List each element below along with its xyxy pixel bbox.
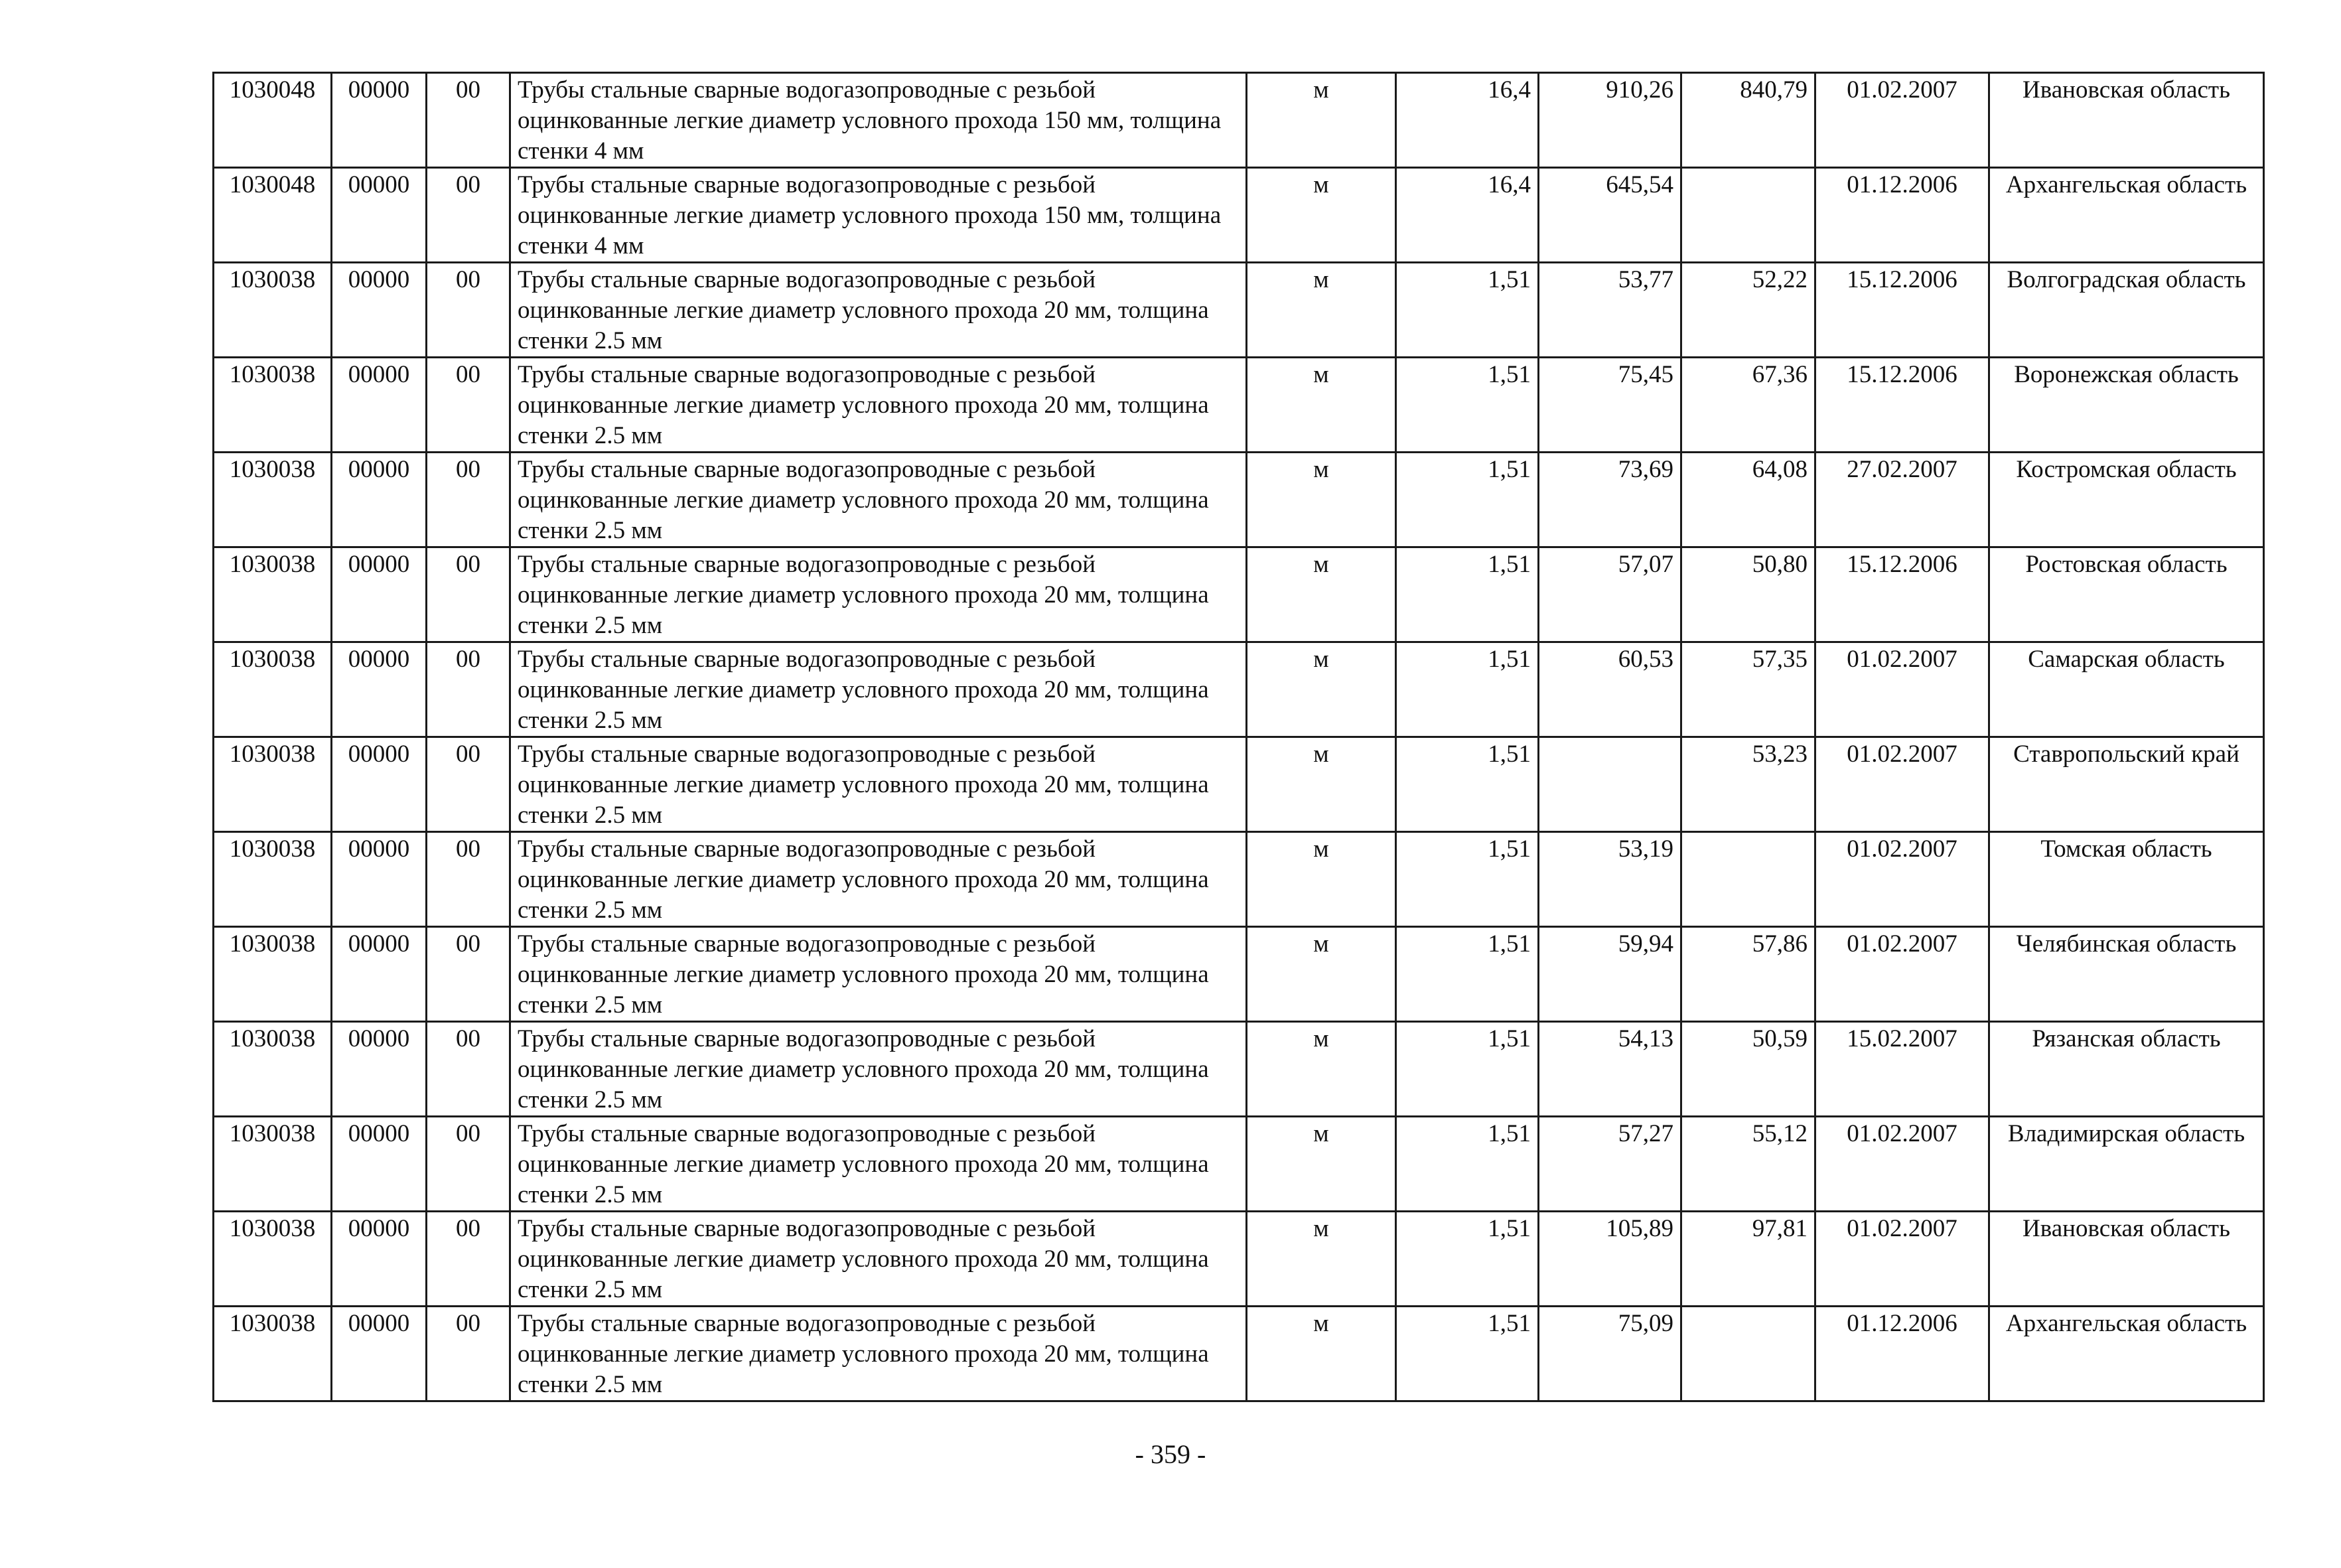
price-secondary-cell bbox=[1681, 1307, 1815, 1401]
suffix-code-cell: 00 bbox=[427, 73, 510, 168]
suffix-code-cell: 00 bbox=[427, 1117, 510, 1212]
suffix-code-cell: 00 bbox=[427, 453, 510, 547]
table-row bbox=[214, 737, 2264, 832]
region-cell: Воронежская область bbox=[1989, 358, 2264, 453]
coefficient-cell: 16,4 bbox=[1396, 168, 1539, 263]
date-cell: 15.12.2006 bbox=[1815, 547, 1989, 642]
sub-code-cell: 00000 bbox=[332, 73, 427, 168]
sub-code-cell: 00000 bbox=[332, 1212, 427, 1307]
material-code-cell: 1030048 bbox=[214, 168, 332, 263]
description-cell: Трубы стальные сварные водогазопроводные с резьбой оцинкованные легкие диаметр условного прохода 20 мм, толщина стенки 2.5 мм bbox=[510, 737, 1247, 832]
suffix-code-cell: 00 bbox=[427, 642, 510, 737]
coefficient-cell: 1,51 bbox=[1396, 642, 1539, 737]
table-row bbox=[214, 453, 2264, 547]
price-secondary-cell: 53,23 bbox=[1681, 737, 1815, 832]
table-row bbox=[214, 1117, 2264, 1212]
suffix-code-cell: 00 bbox=[427, 832, 510, 927]
region-cell: Самарская область bbox=[1989, 642, 2264, 737]
table-row bbox=[214, 263, 2264, 358]
description-cell: Трубы стальные сварные водогазопроводные с резьбой оцинкованные легкие диаметр условного прохода 20 мм, толщина стенки 2.5 мм bbox=[510, 547, 1247, 642]
suffix-code-cell: 00 bbox=[427, 1212, 510, 1307]
material-code-cell: 1030038 bbox=[214, 263, 332, 358]
material-code-cell: 1030038 bbox=[214, 1117, 332, 1212]
date-cell: 01.02.2007 bbox=[1815, 927, 1989, 1022]
page-number: - 359 - bbox=[1135, 1439, 1206, 1469]
region-cell: Ставропольский край bbox=[1989, 737, 2264, 832]
price-secondary-cell: 57,35 bbox=[1681, 642, 1815, 737]
sub-code-cell: 00000 bbox=[332, 263, 427, 358]
date-cell: 15.12.2006 bbox=[1815, 358, 1989, 453]
price-primary-cell: 645,54 bbox=[1539, 168, 1681, 263]
unit-cell: м bbox=[1247, 832, 1396, 927]
material-code-cell: 1030038 bbox=[214, 832, 332, 927]
sub-code-cell: 00000 bbox=[332, 168, 427, 263]
unit-cell: м bbox=[1247, 1307, 1396, 1401]
sub-code-cell: 00000 bbox=[332, 832, 427, 927]
region-cell: Ивановская область bbox=[1989, 1212, 2264, 1307]
table-body bbox=[214, 73, 2264, 1401]
price-secondary-cell: 67,36 bbox=[1681, 358, 1815, 453]
unit-cell: м bbox=[1247, 263, 1396, 358]
price-primary-cell: 73,69 bbox=[1539, 453, 1681, 547]
material-code-cell: 1030038 bbox=[214, 737, 332, 832]
price-primary-cell: 60,53 bbox=[1539, 642, 1681, 737]
region-cell: Челябинская область bbox=[1989, 927, 2264, 1022]
description-cell: Трубы стальные сварные водогазопроводные с резьбой оцинкованные легкие диаметр условного прохода 20 мм, толщина стенки 2.5 мм bbox=[510, 358, 1247, 453]
material-code-cell: 1030038 bbox=[214, 1022, 332, 1117]
table-row bbox=[214, 642, 2264, 737]
coefficient-cell: 1,51 bbox=[1396, 1212, 1539, 1307]
sub-code-cell: 00000 bbox=[332, 927, 427, 1022]
sub-code-cell: 00000 bbox=[332, 642, 427, 737]
date-cell: 01.02.2007 bbox=[1815, 1117, 1989, 1212]
description-cell: Трубы стальные сварные водогазопроводные с резьбой оцинкованные легкие диаметр условного прохода 20 мм, толщина стенки 2.5 мм bbox=[510, 1212, 1247, 1307]
price-secondary-cell bbox=[1681, 832, 1815, 927]
unit-cell: м bbox=[1247, 547, 1396, 642]
date-cell: 01.02.2007 bbox=[1815, 832, 1989, 927]
price-secondary-cell: 57,86 bbox=[1681, 927, 1815, 1022]
coefficient-cell: 1,51 bbox=[1396, 1022, 1539, 1117]
suffix-code-cell: 00 bbox=[427, 737, 510, 832]
region-cell: Костромская область bbox=[1989, 453, 2264, 547]
date-cell: 01.12.2006 bbox=[1815, 1307, 1989, 1401]
description-cell: Трубы стальные сварные водогазопроводные с резьбой оцинкованные легкие диаметр условного прохода 20 мм, толщина стенки 2.5 мм bbox=[510, 263, 1247, 358]
sub-code-cell: 00000 bbox=[332, 737, 427, 832]
region-cell: Ростовская область bbox=[1989, 547, 2264, 642]
coefficient-cell: 1,51 bbox=[1396, 358, 1539, 453]
coefficient-cell: 1,51 bbox=[1396, 737, 1539, 832]
sub-code-cell: 00000 bbox=[332, 1022, 427, 1117]
price-secondary-cell: 55,12 bbox=[1681, 1117, 1815, 1212]
description-cell: Трубы стальные сварные водогазопроводные с резьбой оцинкованные легкие диаметр условного прохода 20 мм, толщина стенки 2.5 мм bbox=[510, 1117, 1247, 1212]
region-cell: Волгоградская область bbox=[1989, 263, 2264, 358]
table-row bbox=[214, 832, 2264, 927]
coefficient-cell: 1,51 bbox=[1396, 263, 1539, 358]
unit-cell: м bbox=[1247, 358, 1396, 453]
description-cell: Трубы стальные сварные водогазопроводные с резьбой оцинкованные легкие диаметр условного прохода 150 мм, толщина стенки 4 мм bbox=[510, 73, 1247, 168]
price-primary-cell: 75,45 bbox=[1539, 358, 1681, 453]
coefficient-cell: 1,51 bbox=[1396, 453, 1539, 547]
price-primary-cell: 105,89 bbox=[1539, 1212, 1681, 1307]
table-row bbox=[214, 1022, 2264, 1117]
price-table bbox=[212, 72, 2265, 1402]
unit-cell: м bbox=[1247, 168, 1396, 263]
description-cell: Трубы стальные сварные водогазопроводные с резьбой оцинкованные легкие диаметр условного прохода 20 мм, толщина стенки 2.5 мм bbox=[510, 642, 1247, 737]
table-row bbox=[214, 73, 2264, 168]
sub-code-cell: 00000 bbox=[332, 1117, 427, 1212]
region-cell: Ивановская область bbox=[1989, 73, 2264, 168]
price-primary-cell: 57,27 bbox=[1539, 1117, 1681, 1212]
price-primary-cell bbox=[1539, 737, 1681, 832]
coefficient-cell: 1,51 bbox=[1396, 832, 1539, 927]
price-secondary-cell bbox=[1681, 168, 1815, 263]
description-cell: Трубы стальные сварные водогазопроводные с резьбой оцинкованные легкие диаметр условного прохода 20 мм, толщина стенки 2.5 мм bbox=[510, 927, 1247, 1022]
unit-cell: м bbox=[1247, 1117, 1396, 1212]
table-row bbox=[214, 1307, 2264, 1401]
date-cell: 15.02.2007 bbox=[1815, 1022, 1989, 1117]
material-code-cell: 1030048 bbox=[214, 73, 332, 168]
unit-cell: м bbox=[1247, 1022, 1396, 1117]
coefficient-cell: 16,4 bbox=[1396, 73, 1539, 168]
price-primary-cell: 59,94 bbox=[1539, 927, 1681, 1022]
description-cell: Трубы стальные сварные водогазопроводные с резьбой оцинкованные легкие диаметр условного прохода 20 мм, толщина стенки 2.5 мм bbox=[510, 1307, 1247, 1401]
material-code-cell: 1030038 bbox=[214, 1212, 332, 1307]
material-code-cell: 1030038 bbox=[214, 642, 332, 737]
price-secondary-cell: 50,80 bbox=[1681, 547, 1815, 642]
coefficient-cell: 1,51 bbox=[1396, 1117, 1539, 1212]
description-cell: Трубы стальные сварные водогазопроводные с резьбой оцинкованные легкие диаметр условного прохода 20 мм, толщина стенки 2.5 мм bbox=[510, 1022, 1247, 1117]
suffix-code-cell: 00 bbox=[427, 1022, 510, 1117]
sub-code-cell: 00000 bbox=[332, 453, 427, 547]
region-cell: Архангельская область bbox=[1989, 1307, 2264, 1401]
suffix-code-cell: 00 bbox=[427, 1307, 510, 1401]
table-row bbox=[214, 547, 2264, 642]
price-primary-cell: 910,26 bbox=[1539, 73, 1681, 168]
date-cell: 01.12.2006 bbox=[1815, 168, 1989, 263]
region-cell: Архангельская область bbox=[1989, 168, 2264, 263]
sub-code-cell: 00000 bbox=[332, 547, 427, 642]
unit-cell: м bbox=[1247, 642, 1396, 737]
material-code-cell: 1030038 bbox=[214, 1307, 332, 1401]
unit-cell: м bbox=[1247, 1212, 1396, 1307]
price-secondary-cell: 840,79 bbox=[1681, 73, 1815, 168]
date-cell: 01.02.2007 bbox=[1815, 1212, 1989, 1307]
date-cell: 01.02.2007 bbox=[1815, 642, 1989, 737]
table-row bbox=[214, 358, 2264, 453]
description-cell: Трубы стальные сварные водогазопроводные с резьбой оцинкованные легкие диаметр условного прохода 20 мм, толщина стенки 2.5 мм bbox=[510, 453, 1247, 547]
table-row bbox=[214, 1212, 2264, 1307]
price-primary-cell: 57,07 bbox=[1539, 547, 1681, 642]
price-secondary-cell: 52,22 bbox=[1681, 263, 1815, 358]
price-primary-cell: 54,13 bbox=[1539, 1022, 1681, 1117]
region-cell: Владимирская область bbox=[1989, 1117, 2264, 1212]
price-primary-cell: 53,19 bbox=[1539, 832, 1681, 927]
suffix-code-cell: 00 bbox=[427, 358, 510, 453]
region-cell: Томская область bbox=[1989, 832, 2264, 927]
material-code-cell: 1030038 bbox=[214, 927, 332, 1022]
material-code-cell: 1030038 bbox=[214, 547, 332, 642]
date-cell: 01.02.2007 bbox=[1815, 73, 1989, 168]
description-cell: Трубы стальные сварные водогазопроводные с резьбой оцинкованные легкие диаметр условного прохода 150 мм, толщина стенки 4 мм bbox=[510, 168, 1247, 263]
suffix-code-cell: 00 bbox=[427, 168, 510, 263]
price-secondary-cell: 97,81 bbox=[1681, 1212, 1815, 1307]
unit-cell: м bbox=[1247, 73, 1396, 168]
table-row bbox=[214, 168, 2264, 263]
material-code-cell: 1030038 bbox=[214, 453, 332, 547]
unit-cell: м bbox=[1247, 927, 1396, 1022]
suffix-code-cell: 00 bbox=[427, 547, 510, 642]
unit-cell: м bbox=[1247, 737, 1396, 832]
description-cell: Трубы стальные сварные водогазопроводные с резьбой оцинкованные легкие диаметр условного прохода 20 мм, толщина стенки 2.5 мм bbox=[510, 832, 1247, 927]
price-primary-cell: 53,77 bbox=[1539, 263, 1681, 358]
sub-code-cell: 00000 bbox=[332, 1307, 427, 1401]
date-cell: 01.02.2007 bbox=[1815, 737, 1989, 832]
price-secondary-cell: 50,59 bbox=[1681, 1022, 1815, 1117]
material-code-cell: 1030038 bbox=[214, 358, 332, 453]
price-secondary-cell: 64,08 bbox=[1681, 453, 1815, 547]
date-cell: 27.02.2007 bbox=[1815, 453, 1989, 547]
suffix-code-cell: 00 bbox=[427, 927, 510, 1022]
table-row bbox=[214, 927, 2264, 1022]
coefficient-cell: 1,51 bbox=[1396, 1307, 1539, 1401]
suffix-code-cell: 00 bbox=[427, 263, 510, 358]
coefficient-cell: 1,51 bbox=[1396, 547, 1539, 642]
date-cell: 15.12.2006 bbox=[1815, 263, 1989, 358]
sub-code-cell: 00000 bbox=[332, 358, 427, 453]
coefficient-cell: 1,51 bbox=[1396, 927, 1539, 1022]
price-primary-cell: 75,09 bbox=[1539, 1307, 1681, 1401]
unit-cell: м bbox=[1247, 453, 1396, 547]
region-cell: Рязанская область bbox=[1989, 1022, 2264, 1117]
